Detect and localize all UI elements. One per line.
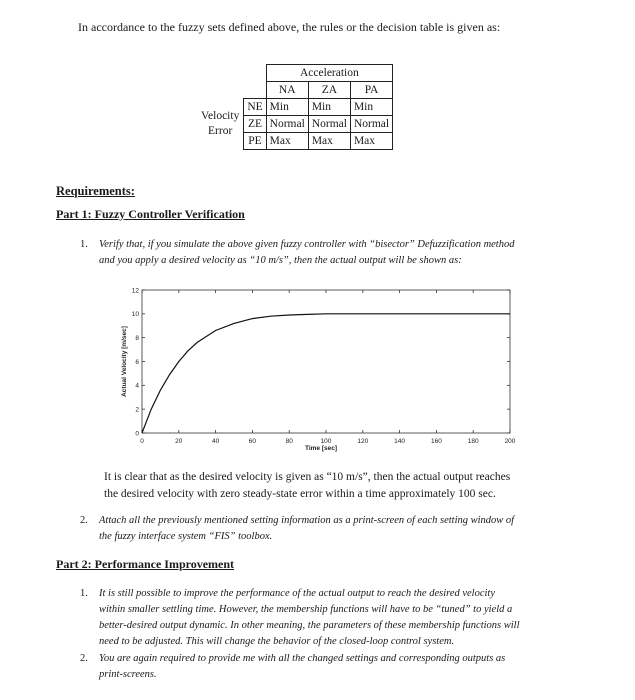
item-line: Verify that, if you simulate the above given fuzzy controller with “bisector” Defuzzification method	[99, 239, 515, 250]
acceleration-header: Acceleration	[266, 65, 392, 82]
decision-table	[197, 64, 393, 150]
plot-frame	[142, 290, 510, 433]
x-tick-label: 200	[504, 438, 516, 445]
item-number: 1.	[80, 239, 88, 250]
item-number: 2.	[80, 515, 88, 526]
result-paragraph	[104, 469, 579, 503]
x-tick-label: 80	[285, 438, 293, 445]
y-tick-label: 2	[135, 406, 139, 414]
row-label-ze: ZE	[244, 116, 266, 133]
part2-item-1	[80, 586, 580, 652]
y-tick-label: 10	[131, 311, 139, 319]
part1-heading: Part 1: Fuzzy Controller Verification	[56, 207, 245, 221]
table-cell: Max	[350, 133, 392, 150]
table-cell: Max	[266, 133, 308, 150]
col-header-na: NA	[266, 82, 308, 99]
velocity-chart	[110, 285, 530, 460]
x-tick-label: 120	[357, 438, 369, 445]
table-cell: Min	[308, 99, 350, 116]
table-cell: Normal	[308, 116, 350, 133]
x-tick-label: 0	[140, 438, 144, 445]
paragraph-line: the desired velocity with zero steady-state error within a time approximately 100 sec.	[104, 488, 496, 500]
velocity-label: Velocity	[201, 110, 240, 122]
item-line: You are again required to provide me with all the changed settings and corresponding outputs as	[99, 653, 506, 664]
item-line: print-screens.	[99, 669, 157, 680]
item-line: need to be adjusted. This will change the behavior of the closed-loop control system.	[99, 636, 455, 647]
part2-heading: Part 2: Performance Improvement	[56, 557, 235, 571]
y-tick-label: 8	[135, 334, 139, 342]
item-line: It is still possible to improve the performance of the actual output to reach the desired velocity	[99, 588, 496, 599]
item-line: better-desired output dynamic. In other meaning, the parameters of these membership functions will	[99, 620, 520, 631]
velocity-error-label	[197, 99, 244, 150]
table-cell: Max	[308, 133, 350, 150]
row-label-pe: PE	[244, 133, 266, 150]
x-tick-label: 160	[430, 438, 442, 445]
item-number: 1.	[80, 588, 88, 599]
x-axis-label: Time [sec]	[304, 445, 338, 452]
part2-item-2	[80, 651, 580, 685]
row-label-ne: NE	[244, 99, 266, 116]
y-tick-label: 6	[135, 358, 139, 366]
x-tick-label: 180	[467, 438, 479, 445]
item-line: within smaller settling time. However, the membership functions will have to be “tuned” to yield a	[99, 604, 513, 615]
series-line	[142, 314, 510, 433]
y-tick-label: 12	[131, 287, 139, 295]
col-header-za: ZA	[308, 82, 350, 99]
x-tick-label: 20	[175, 438, 183, 445]
y-axis-label: Actual Velocity [m/sec]	[121, 326, 128, 397]
table-cell: Min	[350, 99, 392, 116]
table-cell: Normal	[266, 116, 308, 133]
item-line: and you apply a desired velocity as “10 m/s”, then the actual output will be shown as:	[99, 255, 462, 266]
x-tick-label: 40	[211, 438, 220, 445]
error-label: Error	[208, 125, 233, 137]
intro-text: In accordance to the fuzzy sets defined above, the rules or the decision table is given as:	[78, 20, 501, 34]
item-line: the fuzzy interface system “FIS” toolbox.	[99, 531, 273, 542]
x-tick-label: 140	[394, 438, 406, 445]
col-header-pa: PA	[350, 82, 392, 99]
requirements-heading: Requirements:	[56, 184, 135, 198]
item-line: Attach all the previously mentioned setting information as a print-screen of each setting window of	[99, 515, 515, 526]
y-tick-label: 4	[135, 382, 139, 390]
y-tick-label: 0	[135, 430, 139, 438]
table-cell: Normal	[350, 116, 392, 133]
paragraph-line: It is clear that as the desired velocity is given as “10 m/s”, then the actual output reaches	[104, 471, 511, 483]
part1-item-2	[80, 513, 580, 547]
x-tick-label: 100	[320, 438, 332, 445]
table-cell: Min	[266, 99, 308, 116]
part1-item-1	[80, 237, 580, 271]
item-number: 2.	[80, 653, 88, 664]
x-tick-label: 60	[248, 438, 257, 445]
